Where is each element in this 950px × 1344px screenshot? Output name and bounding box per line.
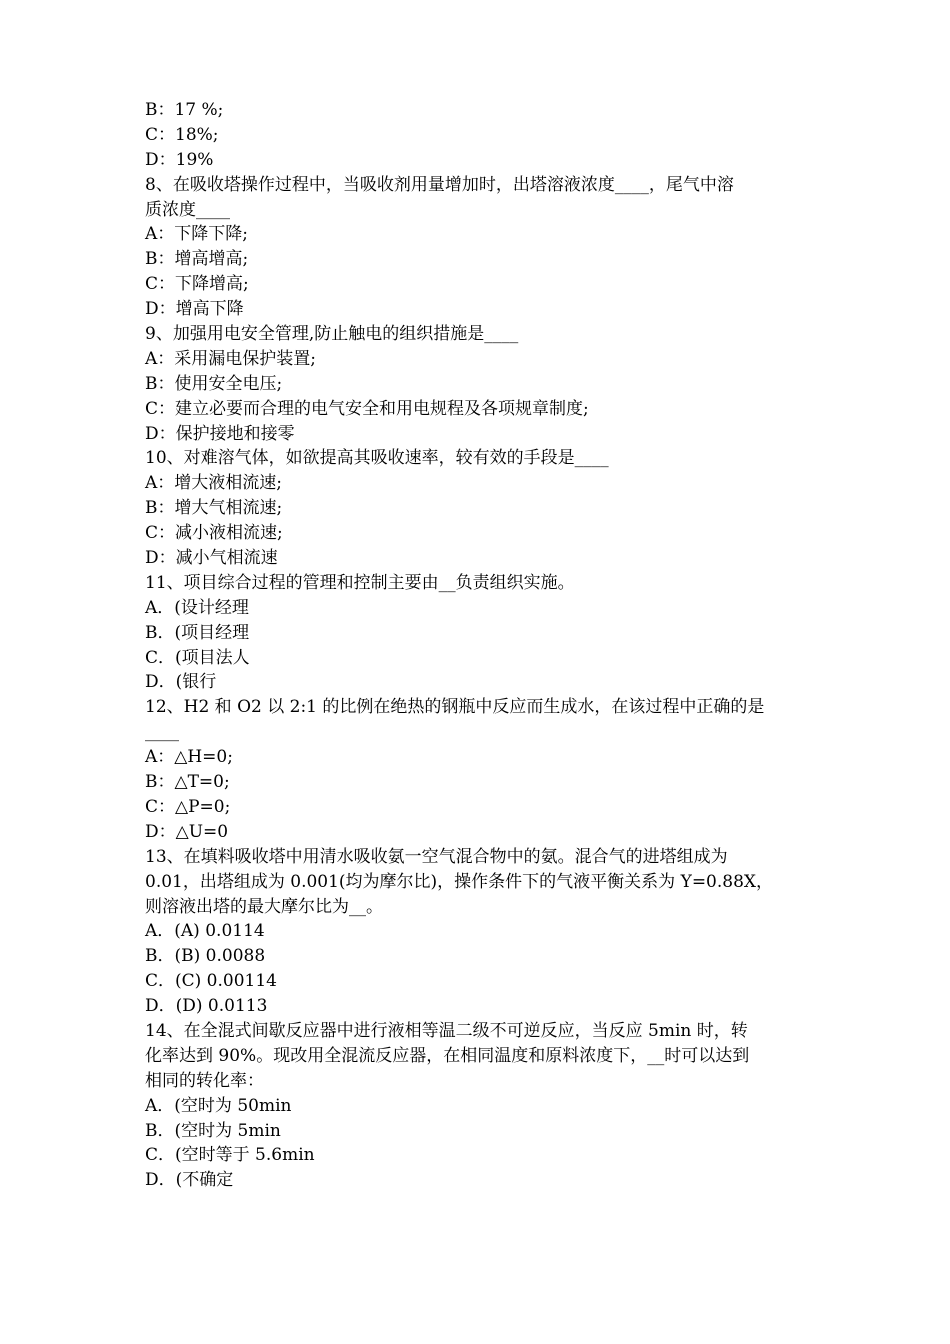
option-c-q13: C．(C) 0.00114 — [145, 971, 277, 992]
option-d-q10: D：减小气相流速 — [145, 548, 278, 569]
option-a-q9: A：采用漏电保护装置; — [145, 348, 317, 369]
option-b-q11: B．(项目经理 — [145, 622, 250, 643]
option-b-q9: B：使用安全电压; — [145, 373, 283, 394]
option-a-q13: A．(A) 0.0114 — [145, 921, 265, 942]
question-9: 9、加强用电安全管理,防止触电的组织措施是____ — [145, 324, 519, 345]
option-a-q12: A：△H=0; — [145, 747, 233, 768]
option-a-q8: A：下降下降; — [145, 224, 249, 245]
option-a-q10: A：增大液相流速; — [145, 473, 283, 494]
option-c-q8: C：下降增高; — [145, 274, 249, 295]
option-d-q14: D．(不确定 — [145, 1170, 234, 1191]
document-page — [145, 98, 810, 1193]
option-d-q12: D：△U=0 — [145, 821, 229, 842]
option-c-q10: C：减小液相流速; — [145, 523, 283, 544]
option-d-q8: D：增高下降 — [145, 299, 244, 320]
option-d-q7: D：19% — [145, 149, 214, 170]
option-c-q7: C：18%; — [145, 124, 219, 145]
question-14-line-1: 14、在全混式间歇反应器中进行液相等温二级不可逆反应，当反应 5min 时，转 — [145, 1020, 748, 1041]
option-b-q13: B．(B) 0.0088 — [145, 946, 266, 967]
question-13-line-1: 13、在填料吸收塔中用清水吸收氨一空气混合物中的氨。混合气的进塔组成为 — [145, 846, 728, 867]
option-b-q14: B．(空时为 5min — [145, 1120, 281, 1141]
question-14-line-2: 化率达到 90%。现改用全混流反应器，在相同温度和原料浓度下，__时可以达到 — [145, 1045, 750, 1066]
option-c-q11: C．(项目法人 — [145, 647, 250, 668]
question-12-line-1: 12、H2 和 O2 以 2:1 的比例在绝热的钢瓶中反应而生成水，在该过程中正确的是 — [145, 697, 765, 718]
option-b-q8: B：增高增高; — [145, 249, 249, 270]
question-13-line-3: 则溶液出塔的最大摩尔比为__。 — [145, 896, 383, 917]
option-b-q10: B：增大气相流速; — [145, 498, 283, 519]
question-10: 10、对难溶气体，如欲提高其吸收速率，较有效的手段是____ — [145, 448, 609, 469]
option-b-q12: B：△T=0; — [145, 772, 230, 793]
option-c-q12: C：△P=0; — [145, 796, 231, 817]
question-12-line-2: ____ — [145, 722, 179, 743]
question-11: 11、项目综合过程的管理和控制主要由__负责组织实施。 — [145, 572, 575, 593]
option-c-q14: C．(空时等于 5.6min — [145, 1145, 315, 1166]
option-d-q11: D．(银行 — [145, 672, 217, 693]
option-a-q14: A．(空时为 50min — [145, 1095, 292, 1116]
option-d-q13: D．(D) 0.0113 — [145, 996, 268, 1017]
question-14-line-3: 相同的转化率： — [145, 1070, 264, 1091]
question-8-line-1: 8、在吸收塔操作过程中，当吸收剂用量增加时，出塔溶液浓度____，尾气中溶 — [145, 174, 734, 195]
question-13-line-2: 0.01，出塔组成为 0.001(均为摩尔比)，操作条件下的气液平衡关系为 Y=0.88X， — [145, 871, 774, 892]
option-a-q11: A．(设计经理 — [145, 597, 249, 618]
option-c-q9: C：建立必要而合理的电气安全和用电规程及各项规章制度; — [145, 398, 589, 419]
option-b-q7: B：17 %; — [145, 100, 224, 120]
question-8-line-2: 质浓度____ — [145, 199, 230, 220]
option-d-q9: D：保护接地和接零 — [145, 423, 295, 444]
